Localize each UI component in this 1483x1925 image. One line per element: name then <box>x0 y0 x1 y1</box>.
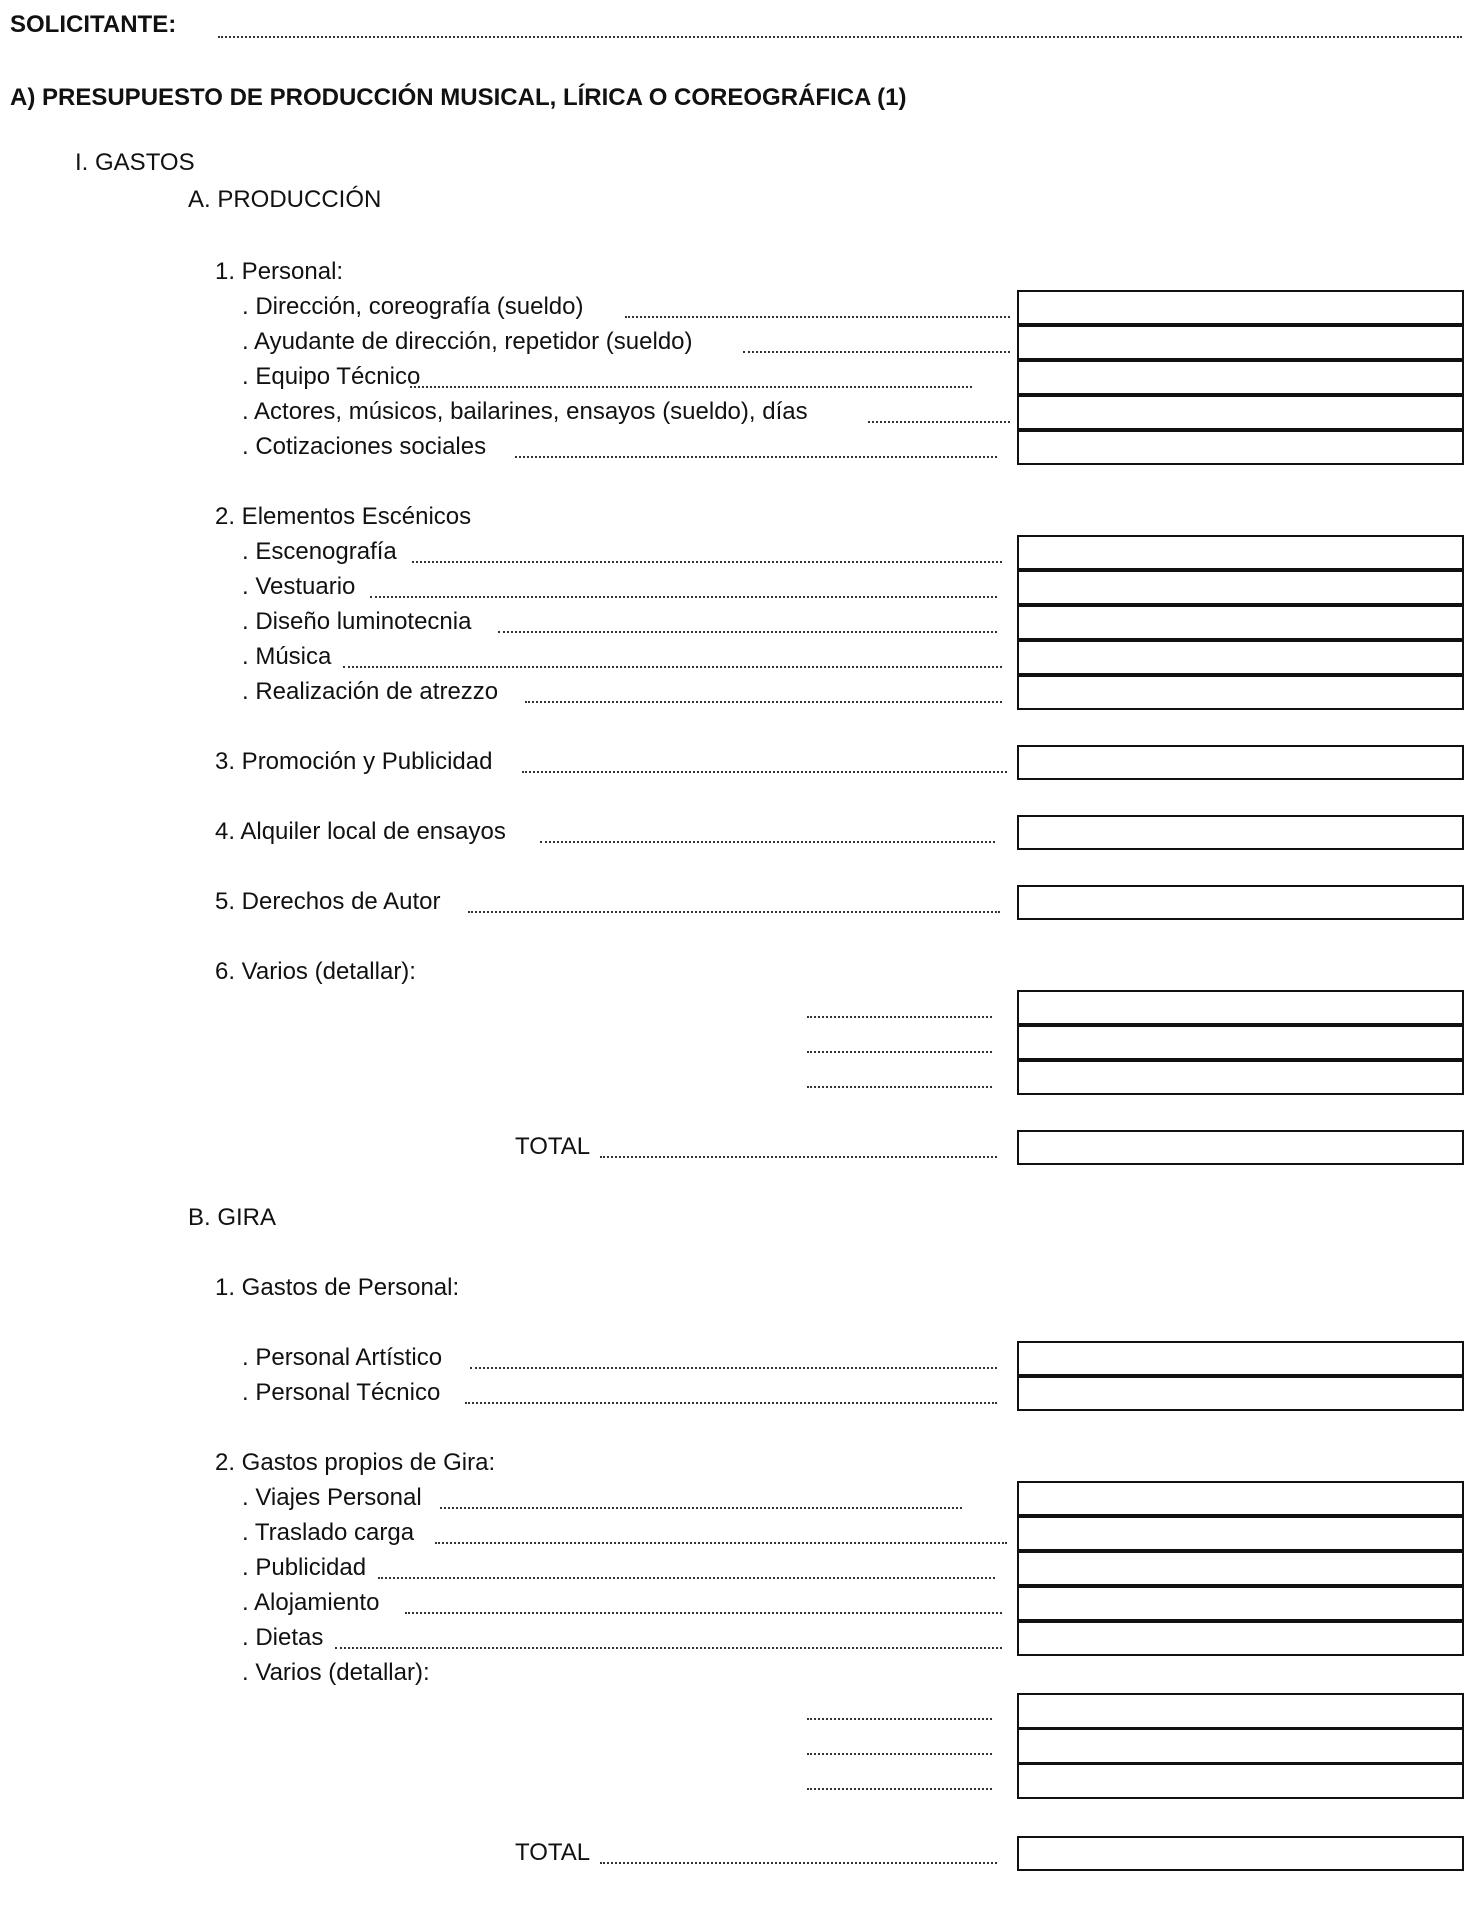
solicitante-field[interactable] <box>218 36 1462 38</box>
item-publicidad-label: . Publicidad <box>242 1554 367 1581</box>
gira-varios-heading: . Varios (detallar): <box>242 1659 430 1686</box>
item-ayudante-amount-box[interactable] <box>1017 325 1464 360</box>
varios-heading: 6. Varios (detallar): <box>215 958 416 985</box>
item-dietas-label: . Dietas <box>242 1624 324 1651</box>
alquiler-leader <box>540 841 995 843</box>
item-artistico-amount-box[interactable] <box>1017 1341 1464 1376</box>
item-viajes-leader <box>440 1507 962 1509</box>
item-tecnico-label: . Personal Técnico <box>242 1379 441 1406</box>
item-dietas-amount-box[interactable] <box>1017 1621 1464 1656</box>
item-equipo-amount-box[interactable] <box>1017 360 1464 395</box>
item-traslado-label: . Traslado carga <box>242 1519 415 1546</box>
item-tecnico-amount-box[interactable] <box>1017 1376 1464 1411</box>
item-musica-amount-box[interactable] <box>1017 640 1464 675</box>
promocion-leader <box>522 771 1007 773</box>
item-viajes-label: . Viajes Personal <box>242 1484 422 1511</box>
item-ayudante-label: . Ayudante de dirección, repetidor (sueldo) <box>242 328 693 355</box>
item-traslado-amount-box[interactable] <box>1017 1516 1464 1551</box>
derechos-leader <box>468 911 1000 913</box>
gira-total-box[interactable] <box>1017 1836 1464 1871</box>
gira-total-label: TOTAL <box>515 1839 591 1866</box>
promocion-amount-box[interactable] <box>1017 745 1464 780</box>
item-artistico-label: . Personal Artístico <box>242 1344 443 1371</box>
derechos-amount-box[interactable] <box>1017 885 1464 920</box>
item-direccion-label: . Dirección, coreografía (sueldo) <box>242 293 584 320</box>
item-cotizaciones-leader <box>515 456 997 458</box>
item-vestuario-leader <box>370 596 997 598</box>
item-atrezzo-label: . Realización de atrezzo <box>242 678 499 705</box>
item-alojamiento-amount-box[interactable] <box>1017 1586 1464 1621</box>
gira-total-leader <box>600 1862 997 1864</box>
item-alojamiento-label: . Alojamiento <box>242 1589 380 1616</box>
produccion-total-leader <box>600 1156 997 1158</box>
item-traslado-leader <box>435 1542 1007 1544</box>
item-actores-amount-box[interactable] <box>1017 395 1464 430</box>
item-musica-leader <box>343 666 1002 668</box>
varios-line-1[interactable] <box>807 1016 992 1018</box>
gira-propios-heading: 2. Gastos propios de Gira: <box>215 1449 496 1476</box>
promocion-label: 3. Promoción y Publicidad <box>215 748 493 775</box>
gira-varios-line-3[interactable] <box>807 1788 992 1790</box>
item-dietas-leader <box>335 1647 1002 1649</box>
item-viajes-amount-box[interactable] <box>1017 1481 1464 1516</box>
item-tecnico-leader <box>465 1402 997 1404</box>
section-title: A) PRESUPUESTO DE PRODUCCIÓN MUSICAL, LÍRICA O COREOGRÁFICA (1) <box>10 84 907 111</box>
alquiler-amount-box[interactable] <box>1017 815 1464 850</box>
item-musica-label: . Música <box>242 643 332 670</box>
item-diseno-leader <box>498 631 997 633</box>
gira-varios-amount-box-2[interactable] <box>1017 1728 1464 1764</box>
item-direccion-amount-box[interactable] <box>1017 290 1464 325</box>
item-atrezzo-amount-box[interactable] <box>1017 675 1464 710</box>
item-actores-label: . Actores, músicos, bailarines, ensayos (sueldo), días <box>242 398 808 425</box>
personal-heading: 1. Personal: <box>215 258 344 285</box>
item-diseno-label: . Diseño luminotecnia <box>242 608 472 635</box>
item-cotizaciones-amount-box[interactable] <box>1017 430 1464 465</box>
gira-varios-line-1[interactable] <box>807 1718 992 1720</box>
item-equipo-label: . Equipo Técnico <box>242 363 421 390</box>
varios-line-3[interactable] <box>807 1086 992 1088</box>
gira-varios-line-2[interactable] <box>807 1753 992 1755</box>
item-vestuario-label: . Vestuario <box>242 573 356 600</box>
item-vestuario-amount-box[interactable] <box>1017 570 1464 605</box>
item-escenografia-label: . Escenografía <box>242 538 397 565</box>
item-escenografia-amount-box[interactable] <box>1017 535 1464 570</box>
derechos-label: 5. Derechos de Autor <box>215 888 441 915</box>
alquiler-label: 4. Alquiler local de ensayos <box>215 818 506 845</box>
elementos-heading: 2. Elementos Escénicos <box>215 503 472 530</box>
item-actores-leader <box>868 421 1010 423</box>
gastos-heading: I. GASTOS <box>75 149 195 176</box>
gira-personal-heading: 1. Gastos de Personal: <box>215 1274 460 1301</box>
item-publicidad-amount-box[interactable] <box>1017 1551 1464 1586</box>
item-publicidad-leader <box>378 1577 995 1579</box>
item-diseno-amount-box[interactable] <box>1017 605 1464 640</box>
varios-amount-box-2[interactable] <box>1017 1025 1464 1060</box>
item-alojamiento-leader <box>405 1612 1002 1614</box>
gira-heading: B. GIRA <box>188 1204 277 1231</box>
item-escenografia-leader <box>412 561 1002 563</box>
item-equipo-leader <box>410 386 972 388</box>
item-ayudante-leader <box>743 351 1010 353</box>
varios-amount-box-3[interactable] <box>1017 1060 1464 1095</box>
item-direccion-leader <box>625 316 1010 318</box>
item-cotizaciones-label: . Cotizaciones sociales <box>242 433 487 460</box>
varios-line-2[interactable] <box>807 1051 992 1053</box>
varios-amount-box-1[interactable] <box>1017 990 1464 1025</box>
gira-varios-amount-box-3[interactable] <box>1017 1763 1464 1799</box>
item-artistico-leader <box>470 1367 997 1369</box>
produccion-heading: A. PRODUCCIÓN <box>188 186 382 213</box>
gira-varios-amount-box-1[interactable] <box>1017 1693 1464 1729</box>
produccion-total-box[interactable] <box>1017 1130 1464 1165</box>
produccion-total-label: TOTAL <box>515 1133 591 1160</box>
solicitante-label: SOLICITANTE: <box>10 11 177 38</box>
item-atrezzo-leader <box>525 701 1002 703</box>
